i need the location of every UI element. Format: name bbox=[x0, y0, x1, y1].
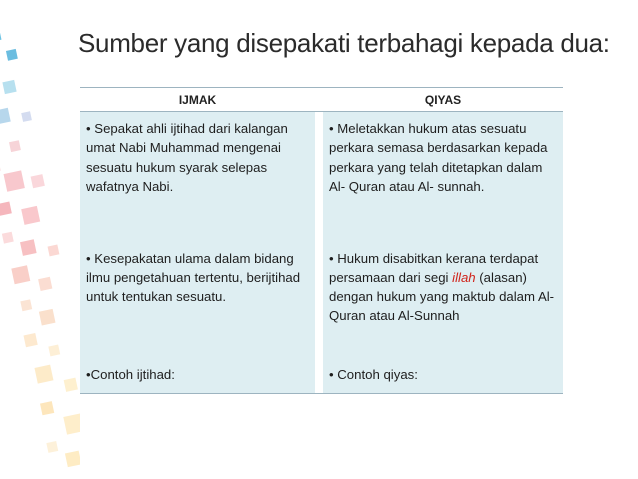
qiyas-detail-text-before: • Hukum disabitkan kerana terdapat persamaan dari segi bbox=[329, 250, 539, 285]
decorative-squares bbox=[0, 0, 80, 479]
ijmak-cell-definition: • Sepakat ahli ijtihad dari kalangan umat Nabi Muhammad mengenai sesuatu hukum syarak selepas wafatnya Nabi. bbox=[80, 112, 315, 236]
column-header-qiyas: QIYAS bbox=[323, 88, 563, 112]
table-row bbox=[80, 236, 563, 360]
slide-title: Sumber yang disepakati terbahagi kepada dua: bbox=[78, 28, 610, 58]
table-row bbox=[80, 360, 563, 394]
qiyas-cell-definition: • Meletakkan hukum atas sesuatu perkara semasa berdasarkan kepada perkara yang telah ditetapkan dalam Al- Quran atau Al- sunnah. bbox=[323, 112, 563, 236]
table-header-row bbox=[80, 88, 563, 112]
qiyas-cell-example: • Contoh qiyas: bbox=[323, 360, 563, 394]
illah-highlight: illah bbox=[452, 269, 476, 285]
comparison-table bbox=[80, 87, 563, 394]
ijmak-cell-example: •Contoh ijtihad: bbox=[80, 360, 315, 394]
column-header-ijmak: IJMAK bbox=[80, 88, 315, 112]
qiyas-detail-text-after: (alasan) dengan hukum yang maktub dalam Al-Quran atau Al-Sunnah bbox=[329, 269, 555, 324]
ijmak-cell-detail: • Kesepakatan ulama dalam bidang ilmu pengetahuan tertentu, berijtihad untuk tentukan sesuatu. bbox=[80, 236, 315, 360]
qiyas-cell-detail bbox=[323, 236, 563, 360]
table-row bbox=[80, 112, 563, 236]
